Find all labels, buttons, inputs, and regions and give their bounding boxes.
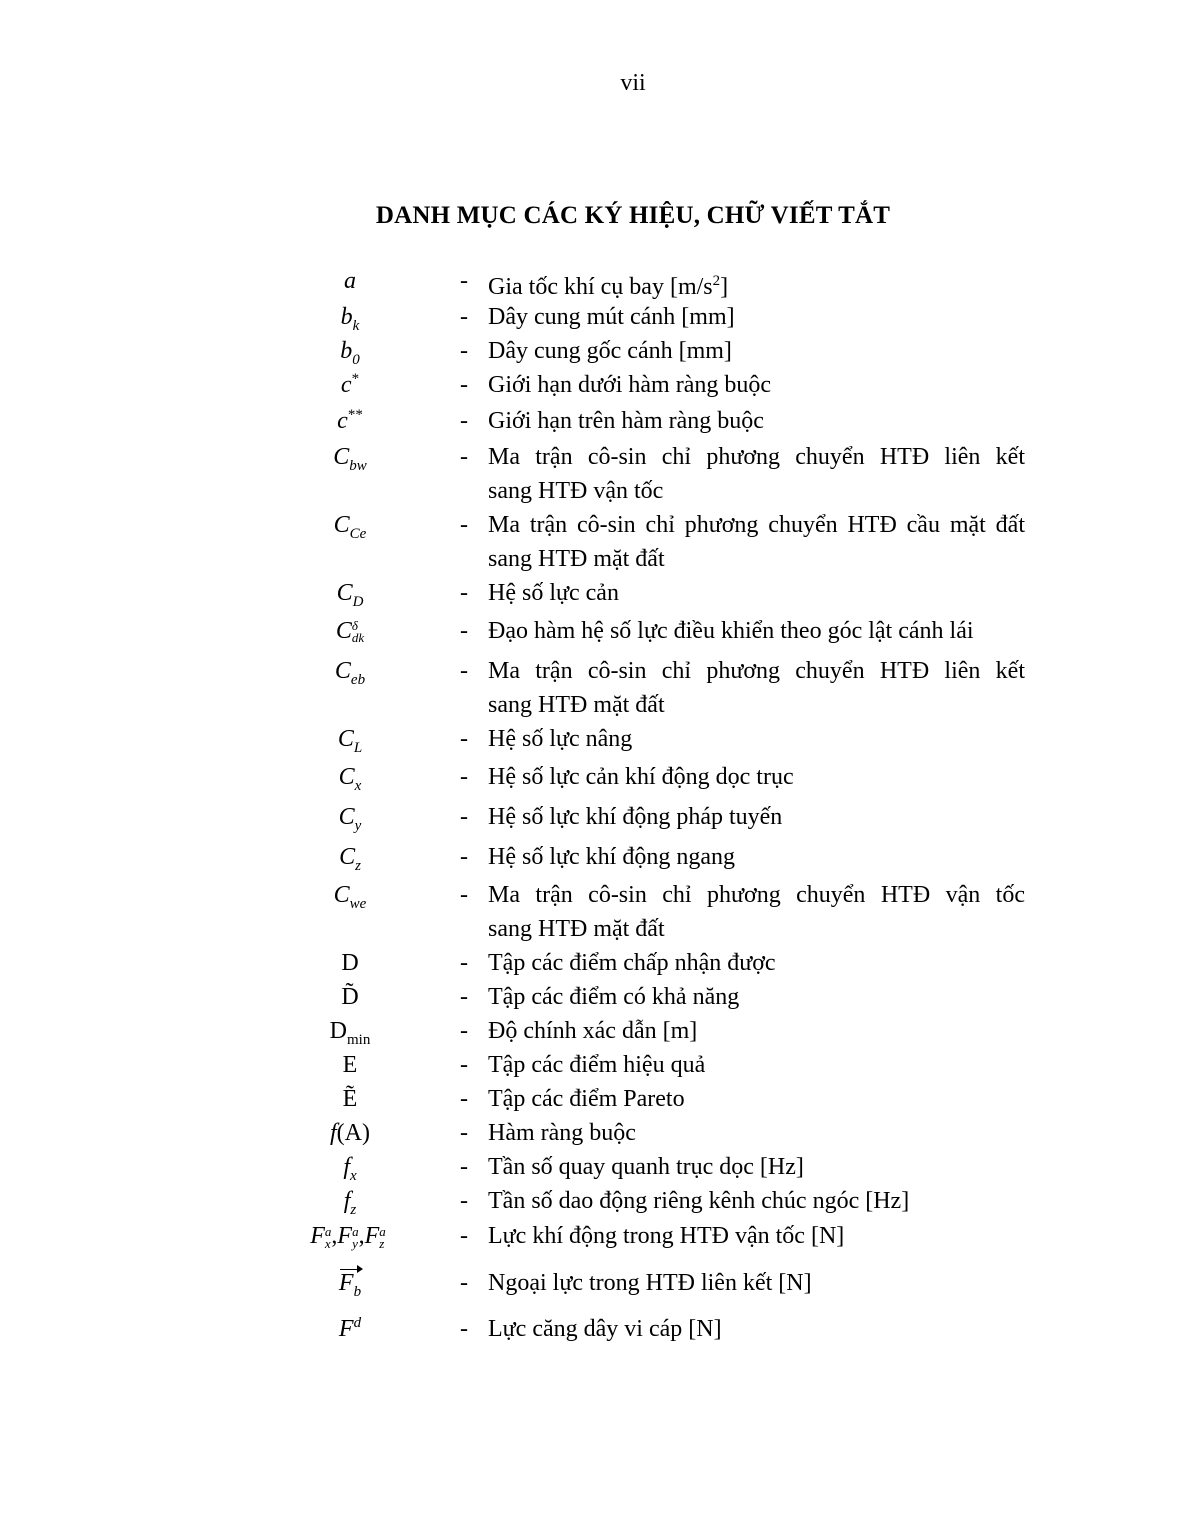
description: Tần số quay quanh trục dọc [Hz] [488, 1154, 804, 1180]
description: Hệ số lực cản [488, 580, 619, 606]
description: Hệ số lực khí động pháp tuyến [488, 804, 783, 830]
symbol: $C_{eb}$ [334, 658, 366, 688]
description: Dây cung mút cánh [mm] [488, 304, 735, 330]
symbol: $C_z$ [339, 844, 361, 874]
dash: - [460, 1052, 468, 1078]
symbol: $C_{bw}$ [333, 444, 367, 474]
symbol: c* [340, 371, 360, 398]
description: Lực khí động trong HTĐ vận tốc [N] [488, 1223, 845, 1249]
symbol: $C_D$ [336, 580, 364, 610]
dash: - [460, 1018, 468, 1044]
dash: - [460, 658, 468, 684]
description: Lực căng dây vi cáp [N] [488, 1316, 722, 1342]
dash: - [460, 844, 468, 870]
symbol: a [344, 268, 356, 294]
dash: - [460, 726, 468, 752]
description: Hệ số lực nâng [488, 726, 633, 752]
symbol: $C_{we}$ [333, 882, 367, 912]
dash: - [460, 1316, 468, 1342]
dash: - [460, 984, 468, 1010]
dash: - [460, 372, 468, 398]
symbol: F a x ,F a y ,F a z [310, 1223, 386, 1251]
symbol: $F^d$ [338, 1315, 362, 1342]
description: Tập các điểm hiệu quả [488, 1052, 706, 1078]
dash: - [460, 804, 468, 830]
description: Độ chính xác dẫn [m] [488, 1018, 698, 1044]
symbol: D [341, 950, 359, 976]
symbol: c** [337, 407, 363, 434]
symbol: $D_{min}$ [329, 1018, 371, 1048]
dash: - [460, 618, 468, 644]
description: Ma trận cô-sin chỉ phương chuyển HTĐ liên kết sang HTĐ mặt đất [488, 658, 1025, 718]
dash: - [460, 338, 468, 364]
dash: - [460, 512, 468, 538]
description: Hệ số lực khí động ngang [488, 844, 735, 870]
symbol: $C_{Ce}$ [333, 512, 367, 542]
description: Gia tốc khí cụ bay $[m/s^2]$ [488, 273, 729, 300]
description: Tập các điểm Pareto [488, 1086, 685, 1112]
symbol: $f_z$ [343, 1188, 357, 1218]
symbol [250, 1266, 450, 1300]
vector-arrow-icon: $F_b$ [339, 1266, 361, 1300]
dash: - [460, 408, 468, 434]
dash: - [460, 580, 468, 606]
dash: - [460, 950, 468, 976]
description: Tập các điểm có khả năng [488, 984, 740, 1010]
dash: - [460, 1154, 468, 1180]
dash: - [460, 1270, 468, 1296]
description: Ma trận cô-sin chỉ phương chuyển HTĐ liên kết sang HTĐ vận tốc [488, 444, 1025, 504]
dash: - [460, 304, 468, 330]
symbol: C δ dk [335, 618, 365, 645]
description: Giới hạn trên hàm ràng buộc [488, 408, 764, 434]
symbol: D̃ [341, 984, 359, 1010]
dash: - [460, 268, 468, 294]
description: Ngoại lực trong HTĐ liên kết [N] [488, 1270, 812, 1296]
page-title: DANH MỤC CÁC KÝ HIỆU, CHỮ VIẾT TẮT [375, 202, 891, 229]
description: Ma trận cô-sin chỉ phương chuyển HTĐ vận tốc sang HTĐ mặt đất [488, 882, 1025, 942]
symbol: $b_k$ [340, 304, 360, 334]
symbol: $C_x$ [338, 764, 362, 794]
dash: - [460, 1188, 468, 1214]
dash: - [460, 882, 468, 908]
dash: - [460, 444, 468, 470]
symbol: Ẽ [342, 1086, 358, 1112]
symbol: $b_0$ [340, 338, 360, 368]
description: Tần số dao động riêng kênh chúc ngóc [Hz] [488, 1188, 910, 1214]
description: Dây cung gốc cánh [mm] [488, 338, 732, 364]
symbol: $C_L$ [337, 726, 363, 756]
dash: - [460, 1086, 468, 1112]
description: Giới hạn dưới hàm ràng buộc [488, 372, 771, 398]
description: Hệ số lực cản khí động dọc trục [488, 764, 794, 790]
description: Tập các điểm chấp nhận được [488, 950, 776, 976]
description: Đạo hàm hệ số lực điều khiển theo góc lật cánh lái [488, 618, 974, 644]
symbol: f(A) [330, 1120, 370, 1146]
symbol: E [342, 1052, 358, 1078]
symbol: $f_x$ [343, 1154, 357, 1184]
description: Hàm ràng buộc [488, 1120, 636, 1146]
dash: - [460, 1223, 468, 1249]
symbol: $C_y$ [338, 804, 362, 834]
dash: - [460, 764, 468, 790]
description: Ma trận cô-sin chỉ phương chuyển HTĐ cầu mặt đất sang HTĐ mặt đất [488, 512, 1025, 572]
dash: - [460, 1120, 468, 1146]
page-number: vii [620, 70, 646, 96]
